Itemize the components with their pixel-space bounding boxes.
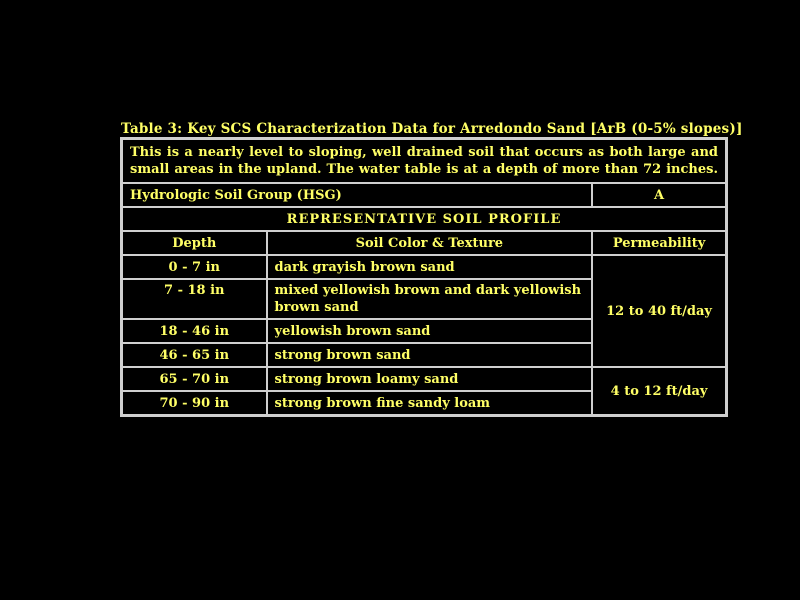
texture-header: Soil Color & Texture <box>267 231 593 255</box>
depth-cell: 46 - 65 in <box>122 343 267 367</box>
depth-cell: 7 - 18 in <box>122 279 267 319</box>
permeability-cell-upper: 12 to 40 ft/day <box>592 255 726 367</box>
permeability-header: Permeability <box>592 231 726 255</box>
description-row <box>122 139 726 183</box>
texture-cell: mixed yellowish brown and dark yellowish brown sand <box>267 279 593 319</box>
column-header-row <box>122 231 726 255</box>
texture-cell: strong brown fine sandy loam <box>267 391 593 415</box>
texture-cell: strong brown sand <box>267 343 593 367</box>
profile-title: REPRESENTATIVE SOIL PROFILE <box>122 207 726 231</box>
depth-cell: 0 - 7 in <box>122 255 267 279</box>
table-caption: Table 3: Key SCS Characterization Data for Arredondo Sand [ArB (0-5% slopes)] <box>121 121 743 137</box>
table-row <box>122 367 726 391</box>
hsg-value: A <box>592 183 726 207</box>
hsg-row <box>122 183 726 207</box>
profile-title-row <box>122 207 726 231</box>
texture-cell: dark grayish brown sand <box>267 255 593 279</box>
depth-cell: 18 - 46 in <box>122 319 267 343</box>
texture-cell: strong brown loamy sand <box>267 367 593 391</box>
permeability-cell-lower: 4 to 12 ft/day <box>592 367 726 415</box>
soil-description: This is a nearly level to sloping, well drained soil that occurs as both large and small areas in the upland. The water table is at a depth of more than 72 inches. <box>122 139 726 183</box>
soil-data-table <box>120 137 728 417</box>
hsg-label: Hydrologic Soil Group (HSG) <box>122 183 592 207</box>
depth-header: Depth <box>122 231 267 255</box>
depth-cell: 65 - 70 in <box>122 367 267 391</box>
table-row <box>122 255 726 279</box>
texture-cell: yellowish brown sand <box>267 319 593 343</box>
depth-cell: 70 - 90 in <box>122 391 267 415</box>
